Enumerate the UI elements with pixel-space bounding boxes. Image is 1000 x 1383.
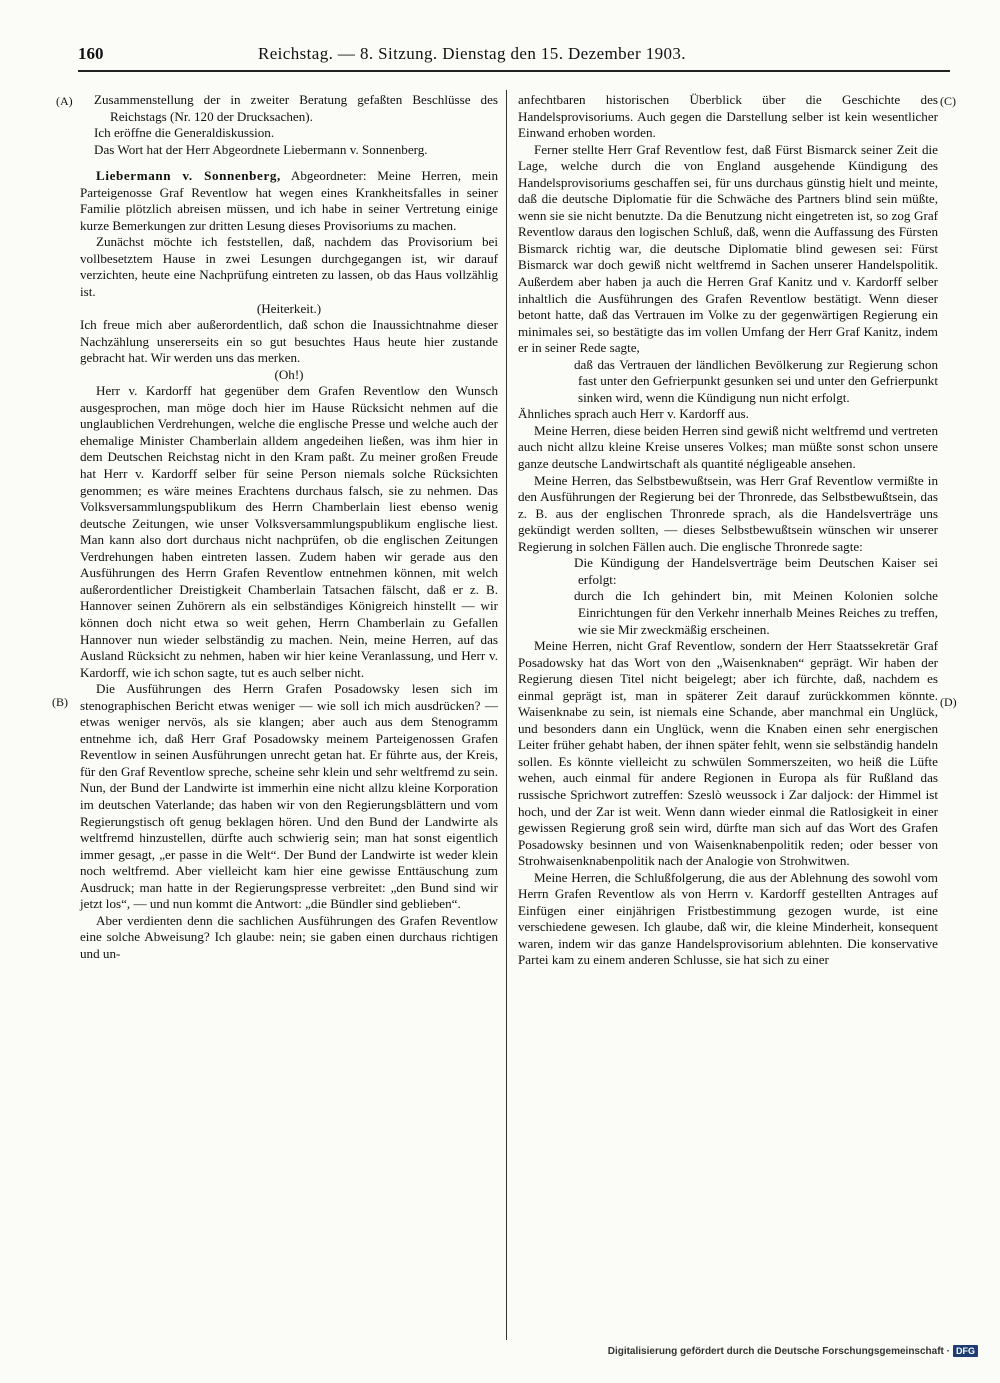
- block-quote: daß das Vertrauen der ländlichen Bevölkerung zur Regierung schon fast unter den Gefrierpunkt gesunken sei und unter den Gefrierpunkt sinken wird, wenn die Kündigung nun nicht erfolgt.: [574, 356, 938, 405]
- page-number: 160: [78, 44, 104, 63]
- block-quote: durch die Ich gehindert bin, mit Meinen Kolonien solche Einrichtungen für den Verkehr innerhalb Meines Reiches zu treffen, wie sie Mir zweckmäßig erscheinen.: [574, 588, 938, 637]
- speech-opening: [80, 168, 498, 234]
- dfg-logo: DFG: [953, 1345, 978, 1357]
- paragraph: Meine Herren, die Schlußfolgerung, die aus der Ablehnung des sowohl vom Herrn Grafen Reventlow als von Herrn v. Kardorff gestellten Antrages auf Einfügen einer einjährigen Fristbestimmung gezogen wurde, ist eine verschiedene gewesen. Ich glaube, daß wir, die kleine Minderheit, konsequent waren, indem wir das ganze Handelsprovisorium ablehnten. Die konservative Partei kam zu einem anderen Schlusse, sie hat sich zu einer: [518, 869, 938, 968]
- header-rule: [78, 70, 950, 72]
- margin-marker-a: (A): [56, 94, 73, 108]
- paragraph: anfechtbaren historischen Überblick über die Geschichte des Handelsprovisoriums. Auch gegen die Darstellung selber ist kein wesentlicher Einwand erhoben worden.: [518, 92, 938, 141]
- paragraph: Herr v. Kardorff hat gegenüber dem Grafen Reventlow den Wunsch ausgesprochen, man möge doch hier im Hause Rücksicht nehmen auf die unglaublichen Verdrehungen, welche die englische Presse und welche auch der ehemalige Minister Chamberlain alldem angedeihen ließen, was ihm hier in dem Deutschen Reichstag nicht in den Kram paßt. Zu meiner großen Freude hat Herr v. Kardorff selber für seine Person niemals solche Rücksichten genommen; es wäre meines Erachtens durchaus falsch, sie zu nehmen. Das Volksversammlungspublikum des Herrn Chamberlain liest ebenso wenig deutsche Zeitungen, wie unser Volksversammlungspublikum englische liest. Man kann also dort durchaus nicht nachprüfen, ob die englischen Zeitungen Verdrehungen haben eintreten lassen. Zudem haben wir gerade aus den Ausführungen des Herrn Grafen Reventlow entnehmen können, mit welch außerordentlicher Dreistigkeit Chamberlain Tatsachen fälscht, daß er z. B. Hannover seinen Zuhörern als ein selbständiges Königreich hinstellt — wir können doch nicht etwa so weit gehen, Herrn Chamberlain zu Gefallen Hannover nun wieder selbständig zu machen. Nein, meine Herren, auf das Ausland Rücksicht zu nehmen, haben wir hier keine Veranlassung, und Herr v. Kardorff, wie ich schon sagte, tut es auch selber nicht.: [80, 383, 498, 680]
- digitization-credit: [608, 1345, 978, 1357]
- running-title: Reichstag. — 8. Sitzung. Dienstag den 15. Dezember 1903.: [258, 44, 686, 63]
- paragraph: Ich eröffne die Generaldiskussion.: [94, 125, 275, 141]
- paragraph: Ähnliches sprach auch Herr v. Kardorff aus.: [518, 406, 749, 422]
- paragraph: Ferner stellte Herr Graf Reventlow fest, daß Fürst Bismarck seiner Zeit die Lage, welche durch die von England ausgehende Kündigung des Handelsprovisoriums geschaffen sei, für uns durchaus günstig hielt und meinte, daß die deutsche Diplomatie für die Schwäche des Partners blind sein müßte, wenn sie sie nicht benutzte. Da die Benutzung nicht eingetreten ist, so zog Graf Reventlow daraus den logischen Schluß, daß, wenn die Auffassung des Fürsten Bismarck richtig war, die deutsche Diplomatie blind gewesen sei: Fürst Bismarck war doch gewiß nicht weltfremd in Sachen unserer Handelspolitik. Außerdem aber haben ja auch die Herren Graf Kanitz und v. Kardorff selber inhaltlich die Ausführungen des Grafen Reventlow bestätigt. Wenn dieser betont hatte, daß das Vertrauen im Volke zu der gegenwärtigen Regierung ein minimales sei, so bestätigte das im vollen Umfang der Herr Graf Kanitz, indem er in seiner Rede sagte,: [518, 141, 938, 356]
- margin-marker-d: (D): [940, 695, 957, 709]
- paragraph: Meine Herren, das Selbstbewußtsein, was Herr Graf Reventlow vermißte in den Ausführungen der Regierung bei der Thronrede, das Selbstbewußtsein, das z. B. aus der englischen Thronrede sprach, als die Handelsverträge uns gekündigt werden sollten, — dieses Selbstbewußtsein wünschen wir unserer Regierung in solchen Fällen auch. Die englische Thronrede sagte:: [518, 472, 938, 554]
- column-divider: [506, 90, 507, 1340]
- interjection: (Oh!): [274, 366, 304, 382]
- speaker-name: Liebermann v. Sonnenberg,: [96, 168, 281, 184]
- left-column: [80, 92, 498, 962]
- paragraph: Das Wort hat der Herr Abgeordnete Liebermann v. Sonnenberg.: [94, 141, 428, 157]
- paragraph: Zunächst möchte ich feststellen, daß, nachdem das Provisorium bei vollbesetztem Hause in zwei Lesungen durchgegangen ist, wir darauf verzichten, heute eine Nachprüfung eintreten zu lassen, ob das Haus vollzählig ist.: [80, 234, 498, 300]
- margin-marker-b: (B): [52, 695, 68, 709]
- right-column: [518, 92, 938, 969]
- paragraph: Aber verdienten denn die sachlichen Ausführungen des Grafen Reventlow eine solche Abweisung? Ich glaube: nein; sie gaben einen durchaus richtigen und un-: [80, 912, 498, 961]
- paragraph: Meine Herren, diese beiden Herren sind gewiß nicht weltfremd und vertreten auch nicht allzu kleine Kreise unseres Volkes; man müßte sonst schon unsere ganze deutsche Landwirtschaft als quantité négligeable ansehen.: [518, 422, 938, 472]
- running-header: [78, 44, 948, 72]
- agenda-item: Zusammenstellung der in zweiter Beratung gefaßten Beschlüsse des Reichstags (Nr. 120 der Drucksachen).: [94, 92, 498, 124]
- paragraph: Die Ausführungen des Herrn Grafen Posadowsky lesen sich im stenographischen Bericht etwas weniger — wie soll ich mich ausdrücken? — etwas weniger nervös, als sie klangen; aber auch aus dem Stenogramm entnehme ich, daß Herr Graf Posadowsky meinem Parteigenossen Grafen Reventlow in seinen Ausführungen unrecht getan hat. Er führte aus, der Kreis, für den Graf Reventlow spreche, scheine sehr klein und sehr weltfremd zu sein. Nun, der Bund der Landwirte ist immerhin eine nicht allzu kleine Korporation im deutschen Vaterlande; das haben wir von den Regierungsblättern und vom Regierungstisch oft genug beklagen hören. Und den Bund der Landwirte als weltfremd hinzustellen, dürfte auch schwierig sein; man hat sonst eigentlich immer gesagt, „er passe in die Welt“. Der Bund der Landwirte ist weder klein noch weltfremd. Aber vielleicht kam hier eine gewisse Enttäuschung zum Ausdruck; man hatte in der Regierungspresse verbreitet: „den Bund sind wir jetzt los“, — und nun kommt die Antwort: „die Bündler sind geblieben“.: [80, 681, 498, 912]
- credit-text: Digitalisierung gefördert durch die Deutsche Forschungsgemeinschaft ·: [607, 1346, 950, 1357]
- paragraph: Ich freue mich aber außerordentlich, daß schon die Inaussichtnahme dieser Nachzählung unsererseits ein so gut besuchtes Haus heute hier zustande gebracht hat. Wir werden uns das merken.: [80, 317, 498, 366]
- paragraph: Meine Herren, nicht Graf Reventlow, sondern der Herr Staatssekretär Graf Posadowsky hat das Wort von den „Waisenknaben“ geprägt. Wir haben der Regierung diesen Titel nicht beigelegt; aber ich fürchte, daß, nachdem es einmal geprägt ist, man in späterer Zeit darauf zurückkommen könnte. Waisenknabe zu sein, ist niemals eine Schande, aber manchmal ein Unglück, und besonders dann ein Unglück, wenn die Knaben einen sehr energischen Leiter früher gehabt haben, der ihnen später fehlt, wenn sie selbständig handeln sollen. Es könnte vielleicht zu schwülen Sommerszeiten, wo heiß die Lüfte wehen, auch einmal für andere Regionen in Europa als für Rußland das russische Sprichwort zutreffen: Szeslò weussock i Zar daljock: der Himmel ist hoch, und der Zar ist weit. Wenn dann wieder einmal die Ratlosigkeit in einer gewissen Regierung groß sein wird, dürfte man sich auf das Wort des Grafen Posadowsky besinnen und von Waisenknabenpolitik reden; oder besser von Strohwaisenknabenpolitik nach der Analogie von Strohwitwen.: [518, 638, 938, 869]
- block-quote: Die Kündigung der Handelsverträge beim Deutschen Kaiser sei erfolgt:: [574, 555, 938, 587]
- interjection: (Heiterkeit.): [256, 300, 322, 316]
- margin-marker-c: (C): [940, 94, 956, 108]
- paragraph-text: Abgeordneter: Meine Herren, mein Parteigenosse Graf Reventlow hat wegen eines Krankheitsfalles in seiner Familie plötzlich abreisen müssen, und ich habe in seiner Vertretung einige kurze Bemerkungen zur dritten Lesung dieses Provisoriums zu machen.: [80, 168, 498, 233]
